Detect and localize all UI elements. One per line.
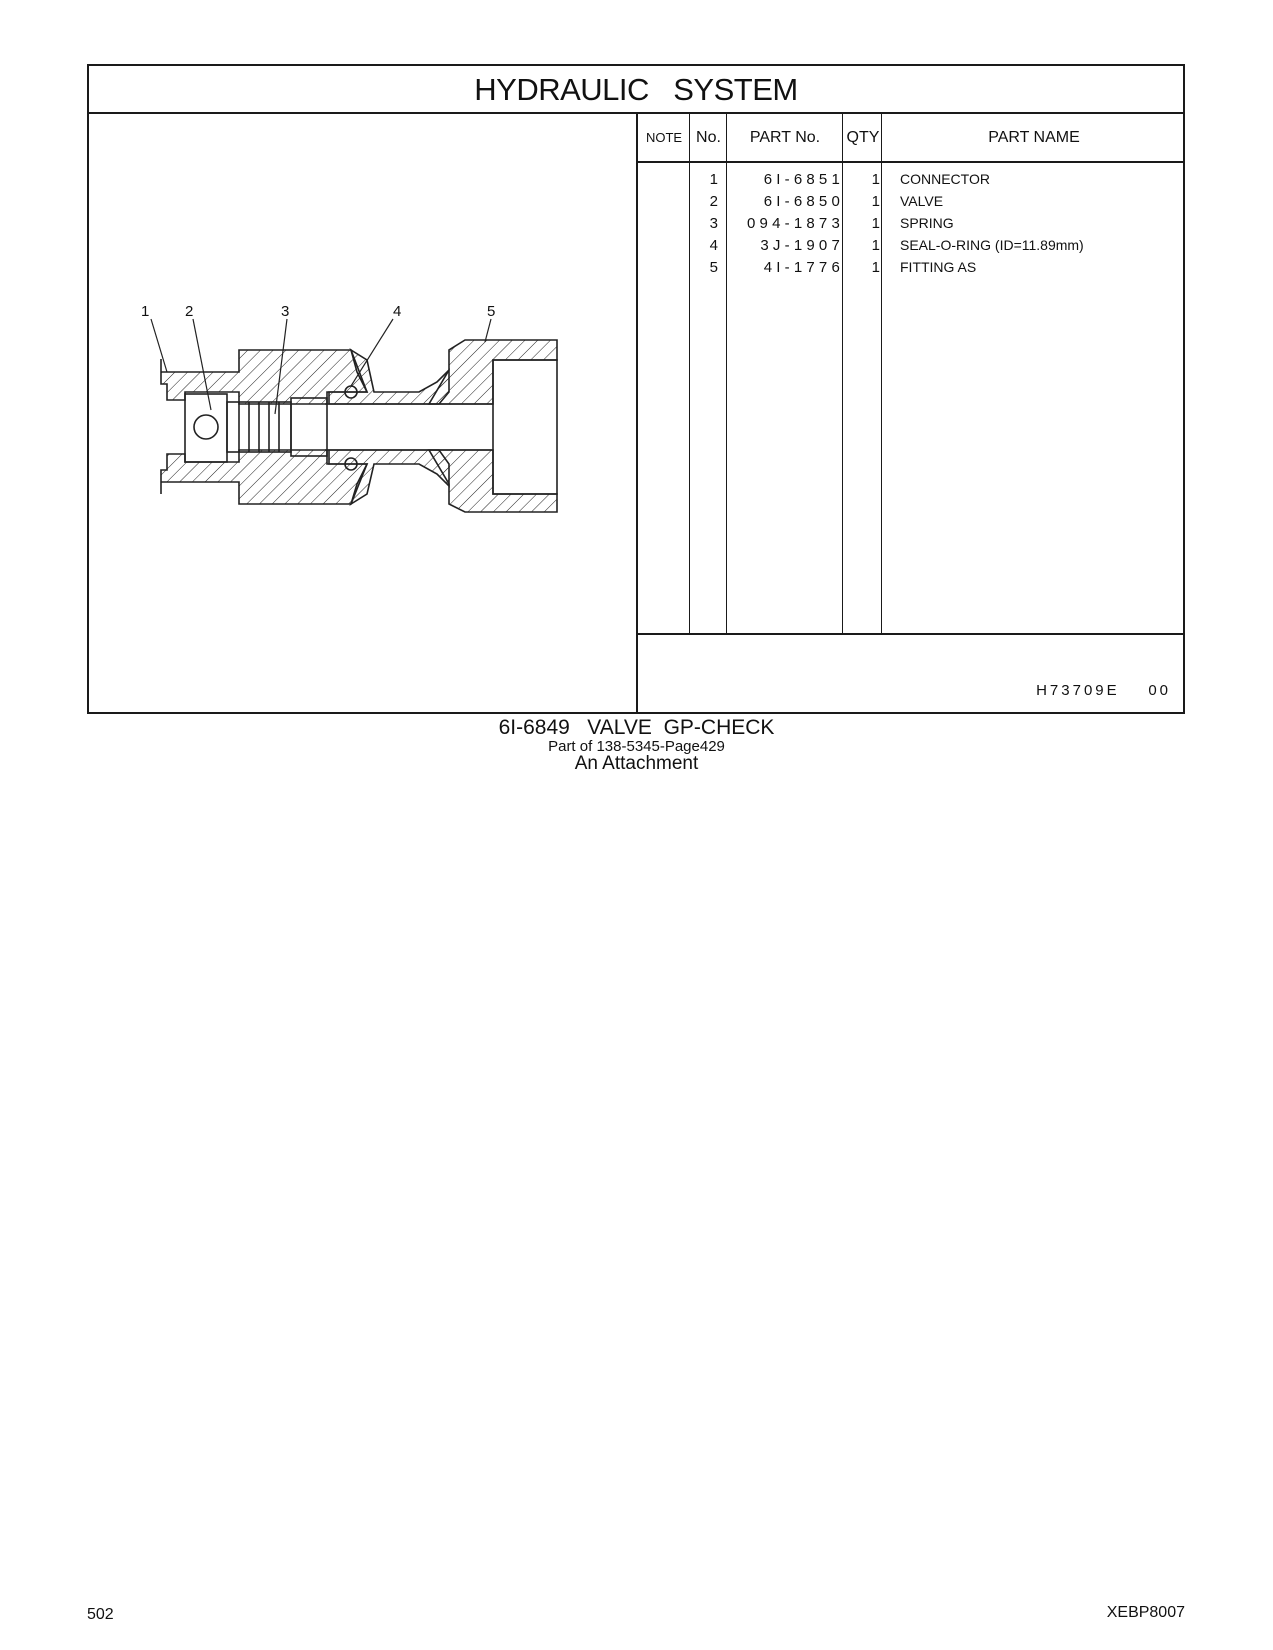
callout-3: 3 <box>281 303 290 320</box>
attachment-note: An Attachment <box>574 753 699 774</box>
col-header-no: No. <box>696 129 721 146</box>
item-number: 3 <box>709 215 718 232</box>
part-name: SEAL-O-RING (ID=11.89mm) <box>900 237 1084 253</box>
part-number: 4I-1776 <box>763 259 844 276</box>
callout-1: 1 <box>141 303 150 320</box>
quantity: 1 <box>871 193 880 210</box>
part-name: CONNECTOR <box>900 171 990 187</box>
table-row <box>638 212 1185 235</box>
part-number: 6I-6850 <box>763 193 844 210</box>
quantity: 1 <box>871 237 880 254</box>
parts-table <box>638 114 1185 714</box>
table-row <box>638 168 1185 191</box>
item-number: 1 <box>709 171 718 188</box>
callout-2: 2 <box>185 303 194 320</box>
document-code: XEBP8007 <box>1106 1604 1185 1621</box>
col-header-part-name: PART NAME <box>988 129 1080 146</box>
assembly-title: 6I-6849 VALVE GP-CHECK <box>498 716 775 739</box>
item-number: 2 <box>709 193 718 210</box>
callout-4: 4 <box>393 303 402 320</box>
part-number: 6I-6851 <box>763 171 844 188</box>
col-header-qty: QTY <box>846 129 880 146</box>
table-row <box>638 190 1185 213</box>
part-number: 094-1873 <box>747 215 844 232</box>
valve-cross-section-drawing <box>89 114 636 714</box>
table-row <box>638 234 1185 257</box>
parts-sheet <box>87 64 1185 714</box>
col-header-part-no: PART No. <box>749 129 821 146</box>
col-header-note: NOTE <box>645 130 683 145</box>
quantity: 1 <box>871 215 880 232</box>
section-title: HYDRAULIC SYSTEM <box>89 66 1183 114</box>
header-rule <box>638 161 1185 163</box>
table-footer-rule <box>638 633 1185 635</box>
part-name: VALVE <box>900 193 944 209</box>
part-number: 3J-1907 <box>760 237 844 254</box>
page-number: 502 <box>87 1606 114 1623</box>
part-name: FITTING AS <box>900 259 977 275</box>
illustration-code: H73709E 00 <box>1036 682 1171 699</box>
quantity: 1 <box>871 171 880 188</box>
exploded-diagram <box>89 114 638 714</box>
item-number: 4 <box>709 237 718 254</box>
part-of-reference: Part of 138-5345-Page429 <box>548 738 725 755</box>
item-number: 5 <box>709 259 718 276</box>
part-name: SPRING <box>900 215 954 231</box>
callout-5: 5 <box>487 303 496 320</box>
quantity: 1 <box>871 259 880 276</box>
table-row <box>638 256 1185 279</box>
